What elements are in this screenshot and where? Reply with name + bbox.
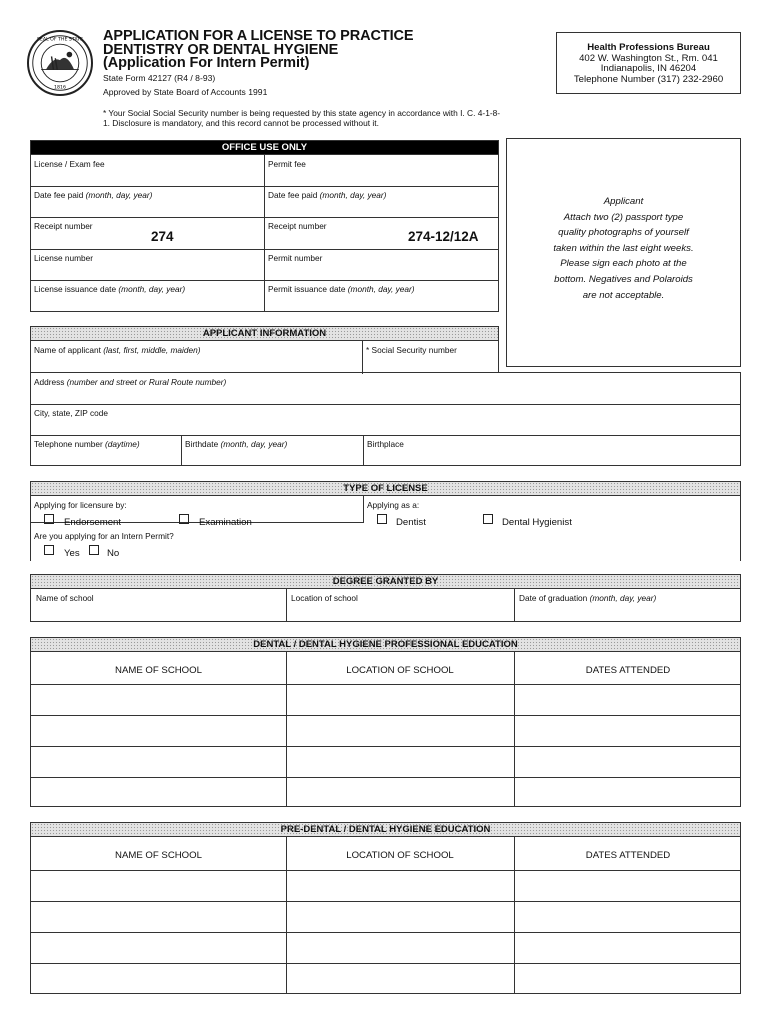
professional-education-header: DENTAL / DENTAL HYGIENE PROFESSIONAL EDUCATION <box>31 638 740 652</box>
table-row[interactable] <box>31 871 740 901</box>
telephone-field[interactable] <box>31 435 140 449</box>
title-line-1: APPLICATION FOR A LICENSE TO PRACTICE <box>103 28 414 44</box>
date-fee-paid-hint: (month, day, year) <box>319 190 387 200</box>
col-name-of-school: NAME OF SCHOOL <box>115 665 202 676</box>
photo-instruction-line: Please sign each photo at the <box>560 258 687 270</box>
licensure-by-label: Applying for licensure by: <box>34 500 127 510</box>
address-field[interactable] <box>31 373 226 387</box>
col-location-of-school: LOCATION OF SCHOOL <box>346 665 454 676</box>
photo-instruction-line: Attach two (2) passport type <box>563 211 684 223</box>
receipt-number-label: Receipt number <box>268 221 327 231</box>
permit-fee-label: Permit fee <box>268 159 306 169</box>
permit-date-fee-paid-field[interactable] <box>265 186 386 200</box>
dentist-checkbox[interactable] <box>377 514 387 524</box>
intern-yes-checkbox[interactable] <box>44 545 54 555</box>
city-state-zip-field[interactable] <box>31 404 108 418</box>
bureau-phone: Telephone Number (317) 232-2960 <box>573 73 724 85</box>
license-date-fee-paid-field[interactable] <box>31 186 152 200</box>
approval-note: Approved by State Board of Accounts 1991 <box>103 87 268 97</box>
dental-hygienist-checkbox[interactable] <box>483 514 493 524</box>
table-row[interactable] <box>31 716 740 746</box>
office-use-header: OFFICE USE ONLY <box>31 141 498 155</box>
degree-location-label: Location of school <box>291 593 358 603</box>
permit-issuance-label: Permit issuance date <box>268 284 346 294</box>
receipt-number-label: Receipt number <box>34 221 93 231</box>
svg-text:SEAL OF THE STATE: SEAL OF THE STATE <box>36 37 84 43</box>
degree-header: DEGREE GRANTED BY <box>31 575 740 589</box>
permit-receipt-number-field[interactable] <box>265 217 327 231</box>
birthdate-field[interactable] <box>182 435 287 449</box>
telephone-label: Telephone number <box>34 439 103 449</box>
date-fee-paid-label: Date fee paid <box>34 190 84 200</box>
permit-number-label: Permit number <box>268 253 323 263</box>
city-state-zip-label: City, state, ZIP code <box>34 408 108 418</box>
license-type-section <box>30 481 741 561</box>
examination-checkbox[interactable] <box>179 514 189 524</box>
address-hint: (number and street or Rural Route number) <box>66 377 227 387</box>
predental-education-table <box>30 822 741 994</box>
title-line-2: DENTISTRY OR DENTAL HYGIENE <box>103 41 339 58</box>
table-row[interactable] <box>31 964 740 993</box>
graduation-date-field[interactable] <box>516 589 656 603</box>
applicant-info-section <box>30 326 499 373</box>
address-label: Address <box>34 377 65 387</box>
birthdate-hint: (month, day, year) <box>220 439 288 449</box>
table-row[interactable] <box>31 902 740 932</box>
col-dates-attended: DATES ATTENDED <box>585 665 671 676</box>
col-dates-attended: DATES ATTENDED <box>585 850 671 861</box>
birthplace-label: Birthplace <box>367 439 404 449</box>
ssn-label: * Social Security number <box>366 345 457 355</box>
photo-instruction-line: are not acceptable. <box>582 289 665 301</box>
dental-hygienist-label: Dental Hygienist <box>502 517 572 528</box>
photo-instruction-line: taken within the last eight weeks. <box>553 242 694 254</box>
bureau-address-line2: Indianapolis, IN 46204 <box>600 63 697 75</box>
photo-instruction-line: bottom. Negatives and Polaroids <box>554 273 693 285</box>
applying-as-label: Applying as a: <box>367 500 420 510</box>
license-receipt-number-value: 274 <box>151 229 174 244</box>
col-location-of-school: LOCATION OF SCHOOL <box>346 850 454 861</box>
telephone-hint: (daytime) <box>105 439 140 449</box>
degree-school-field[interactable] <box>33 589 94 603</box>
professional-education-table <box>30 637 741 807</box>
applicant-name-hint: (last, first, middle, maiden) <box>103 345 201 355</box>
birthdate-label: Birthdate <box>185 439 219 449</box>
svg-text:1816: 1816 <box>54 85 66 91</box>
ssn-disclosure-note: * Your Social Social Security number is being requested by this state agency in accordance with I. C. 4-1-8-1. Disclosure is mandatory, and this record cannot be processed without it. <box>103 108 501 128</box>
applicant-name-field[interactable] <box>31 341 200 355</box>
degree-location-field[interactable] <box>288 589 358 603</box>
table-row[interactable] <box>31 685 740 715</box>
intern-permit-question: Are you applying for an Intern Permit? <box>34 531 174 541</box>
birthplace-field[interactable] <box>364 435 404 449</box>
indiana-state-seal-icon <box>27 30 93 96</box>
degree-section <box>30 574 741 622</box>
form-title <box>103 30 413 71</box>
license-issuance-date-field[interactable] <box>31 280 185 294</box>
endorsement-label: Endorsement <box>64 517 122 528</box>
license-exam-fee-field[interactable] <box>31 155 105 169</box>
photo-attachment-box[interactable] <box>506 138 741 367</box>
license-issuance-label: License issuance date <box>34 284 117 294</box>
bureau-address-box <box>556 32 741 94</box>
office-use-section <box>30 140 499 312</box>
permit-fee-field[interactable] <box>265 155 306 169</box>
license-number-label: License number <box>34 253 94 263</box>
applicant-name-label: Name of applicant <box>34 345 101 355</box>
permit-receipt-number-value: 274-12/12A <box>408 229 479 244</box>
graduation-date-label: Date of graduation <box>519 593 588 603</box>
title-line-3: (Application For Intern Permit) <box>103 55 310 71</box>
intern-no-checkbox[interactable] <box>89 545 99 555</box>
applicant-info-header: APPLICANT INFORMATION <box>31 327 498 341</box>
intern-no-label: No <box>107 548 120 559</box>
license-number-field[interactable] <box>31 249 93 263</box>
predental-education-header: PRE-DENTAL / DENTAL HYGIENE EDUCATION <box>31 823 740 837</box>
bureau-address-line1: 402 W. Washington St., Rm. 041 <box>579 52 718 64</box>
license-exam-fee-label: License / Exam fee <box>34 159 105 169</box>
applicant-contact-rows <box>30 372 741 466</box>
date-fee-paid-hint: (month, day, year) <box>85 190 153 200</box>
degree-school-label: Name of school <box>36 593 94 603</box>
ssn-field[interactable] <box>363 341 457 355</box>
dentist-label: Dentist <box>396 517 426 528</box>
graduation-date-hint: (month, day, year) <box>589 593 657 603</box>
permit-issuance-hint: (month, day, year) <box>347 284 415 294</box>
license-receipt-number-field[interactable] <box>31 217 93 231</box>
table-row[interactable] <box>31 778 740 807</box>
intern-yes-label: Yes <box>64 548 80 559</box>
col-name-of-school: NAME OF SCHOOL <box>115 850 202 861</box>
table-row[interactable] <box>31 933 740 963</box>
license-issuance-hint: (month, day, year) <box>118 284 186 294</box>
photo-instruction-line: Applicant <box>603 196 644 207</box>
state-form-number: State Form 42127 (R4 / 8-93) <box>103 73 216 83</box>
bureau-name: Health Professions Bureau <box>587 42 710 53</box>
photo-instruction-line: quality photographs of yourself <box>558 227 689 239</box>
permit-number-field[interactable] <box>265 249 322 263</box>
table-row[interactable] <box>31 747 740 777</box>
endorsement-checkbox[interactable] <box>44 514 54 524</box>
date-fee-paid-label: Date fee paid <box>268 190 318 200</box>
permit-issuance-date-field[interactable] <box>265 280 415 294</box>
examination-label: Examination <box>199 517 252 528</box>
license-type-header: TYPE OF LICENSE <box>31 482 740 496</box>
